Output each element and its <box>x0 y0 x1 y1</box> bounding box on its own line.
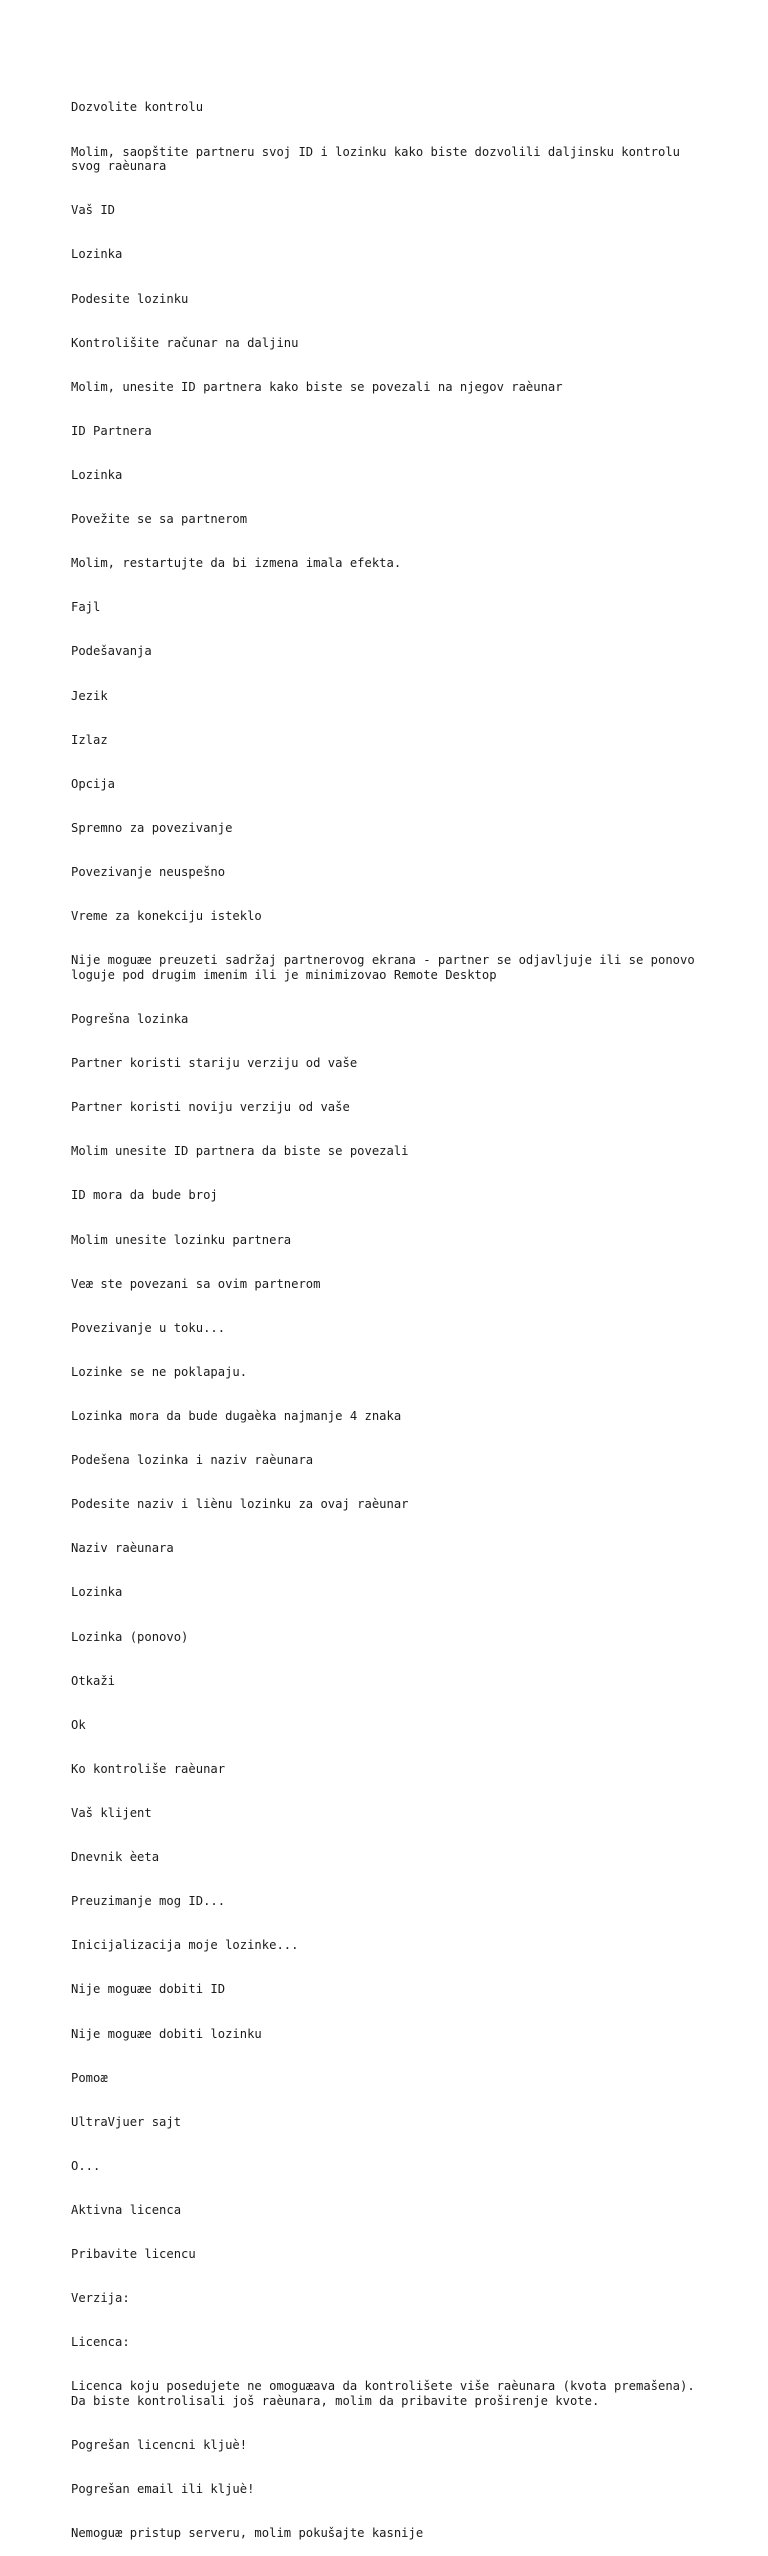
text-line: ID Partnera <box>71 423 152 438</box>
text-line: Pogrešna lozinka <box>71 1012 189 1026</box>
document-body <box>71 71 711 2556</box>
text-line: Veæ ste povezani sa ovim partnerom <box>71 1276 321 1291</box>
text-line: Ko kontroliše raèunar <box>71 1761 226 1776</box>
text-line: Aktivna licenca <box>71 2202 182 2217</box>
text-line: Nije moguæe preuzeti sadržaj partnerovog ekrana - partner se odjavljuje ili se ponovo loguje pod drugim imenim ili je minimizovao Remote Desktop <box>71 953 703 982</box>
text-line: Molim unesite ID partnera da biste se povezali <box>71 1144 409 1159</box>
text-line: Otkaži <box>71 1673 116 1688</box>
text-line: Verzija: <box>71 2291 130 2306</box>
text-line: Podešavanja <box>71 644 152 659</box>
text-line: Partner koristi stariju verziju od vaše <box>71 1056 358 1071</box>
text-line: Dozvolite kontrolu <box>71 100 204 115</box>
text-line: Nije moguæe dobiti ID <box>71 1982 226 1997</box>
text-line: Kontrolišite računar na daljinu <box>71 335 299 350</box>
text-line: Jezik <box>71 688 108 703</box>
text-line: Licenca: <box>71 2335 130 2350</box>
text-line: ID mora da bude broj <box>71 1188 218 1203</box>
text-line: Lozinka (ponovo) <box>71 1629 189 1644</box>
text-line: Podesite naziv i liènu lozinku za ovaj raèunar <box>71 1497 409 1512</box>
text-line: Preuzimanje mog ID... <box>71 1894 226 1909</box>
text-line: Nije moguæe dobiti lozinku <box>71 2026 262 2041</box>
text-line: Lozinka <box>71 247 123 262</box>
text-line: Spremno za povezivanje <box>71 820 233 835</box>
text-line: Vaš ID <box>71 203 116 218</box>
text-line: Molim, saopštite partneru svoj ID i lozinku kako biste dozvolili daljinsku kontrolu svog raèunara <box>71 144 688 174</box>
text-line: Vaš klijent <box>71 1805 152 1820</box>
text-line: Opcija <box>71 776 116 791</box>
text-line: Lozinke se ne poklapaju. <box>71 1364 248 1379</box>
text-line: Povezivanje neuspešno <box>71 864 226 879</box>
text-line: Fajl <box>71 600 101 615</box>
text-line: Pribavite licencu <box>71 2247 196 2262</box>
text-line: Pogrešan email ili kljuè! <box>71 2482 255 2497</box>
text-line: Molim unesite lozinku partnera <box>71 1232 292 1247</box>
text-line: Nemoguæ pristup serveru, molim pokušajte kasnije <box>71 2526 424 2541</box>
text-line: O... <box>71 2158 101 2173</box>
text-line: Podešena lozinka i naziv raèunara <box>71 1453 314 1468</box>
text-line: Dnevnik èeta <box>71 1850 160 1865</box>
text-line: Povežite se sa partnerom <box>71 512 248 527</box>
text-line: Lozinka <box>71 1585 123 1600</box>
text-line: Vreme za konekciju isteklo <box>71 909 262 924</box>
text-line: Molim, unesite ID partnera kako biste se povezali na njegov raèunar <box>71 379 563 394</box>
text-line: Ok <box>71 1717 86 1732</box>
text-line: Pomoæ <box>71 2070 108 2085</box>
text-line: Lozinka mora da bude dugaèka najmanje 4 znaka <box>71 1408 402 1423</box>
text-line: Lozinka <box>71 467 123 482</box>
text-line: Molim, restartujte da bi izmena imala efekta. <box>71 556 402 571</box>
text-line: Partner koristi noviju verziju od vaše <box>71 1100 350 1115</box>
text-line: Inicijalizacija moje lozinke... <box>71 1938 299 1953</box>
text-line: Licenca koju posedujete ne omoguæava da kontrolišete više raèunara (kvota premašena). Da biste kontrolisali još raèunara, molim da pribavite proširenje kvote. <box>71 2379 703 2409</box>
text-line: Naziv raèunara <box>71 1541 174 1556</box>
text-line: Izlaz <box>71 732 108 747</box>
text-line: Podesite lozinku <box>71 291 189 306</box>
text-line: UltraVjuer sajt <box>71 2114 182 2129</box>
text-line: Povezivanje u toku... <box>71 1320 226 1335</box>
text-line: Pogrešan licencni kljuè! <box>71 2438 248 2453</box>
